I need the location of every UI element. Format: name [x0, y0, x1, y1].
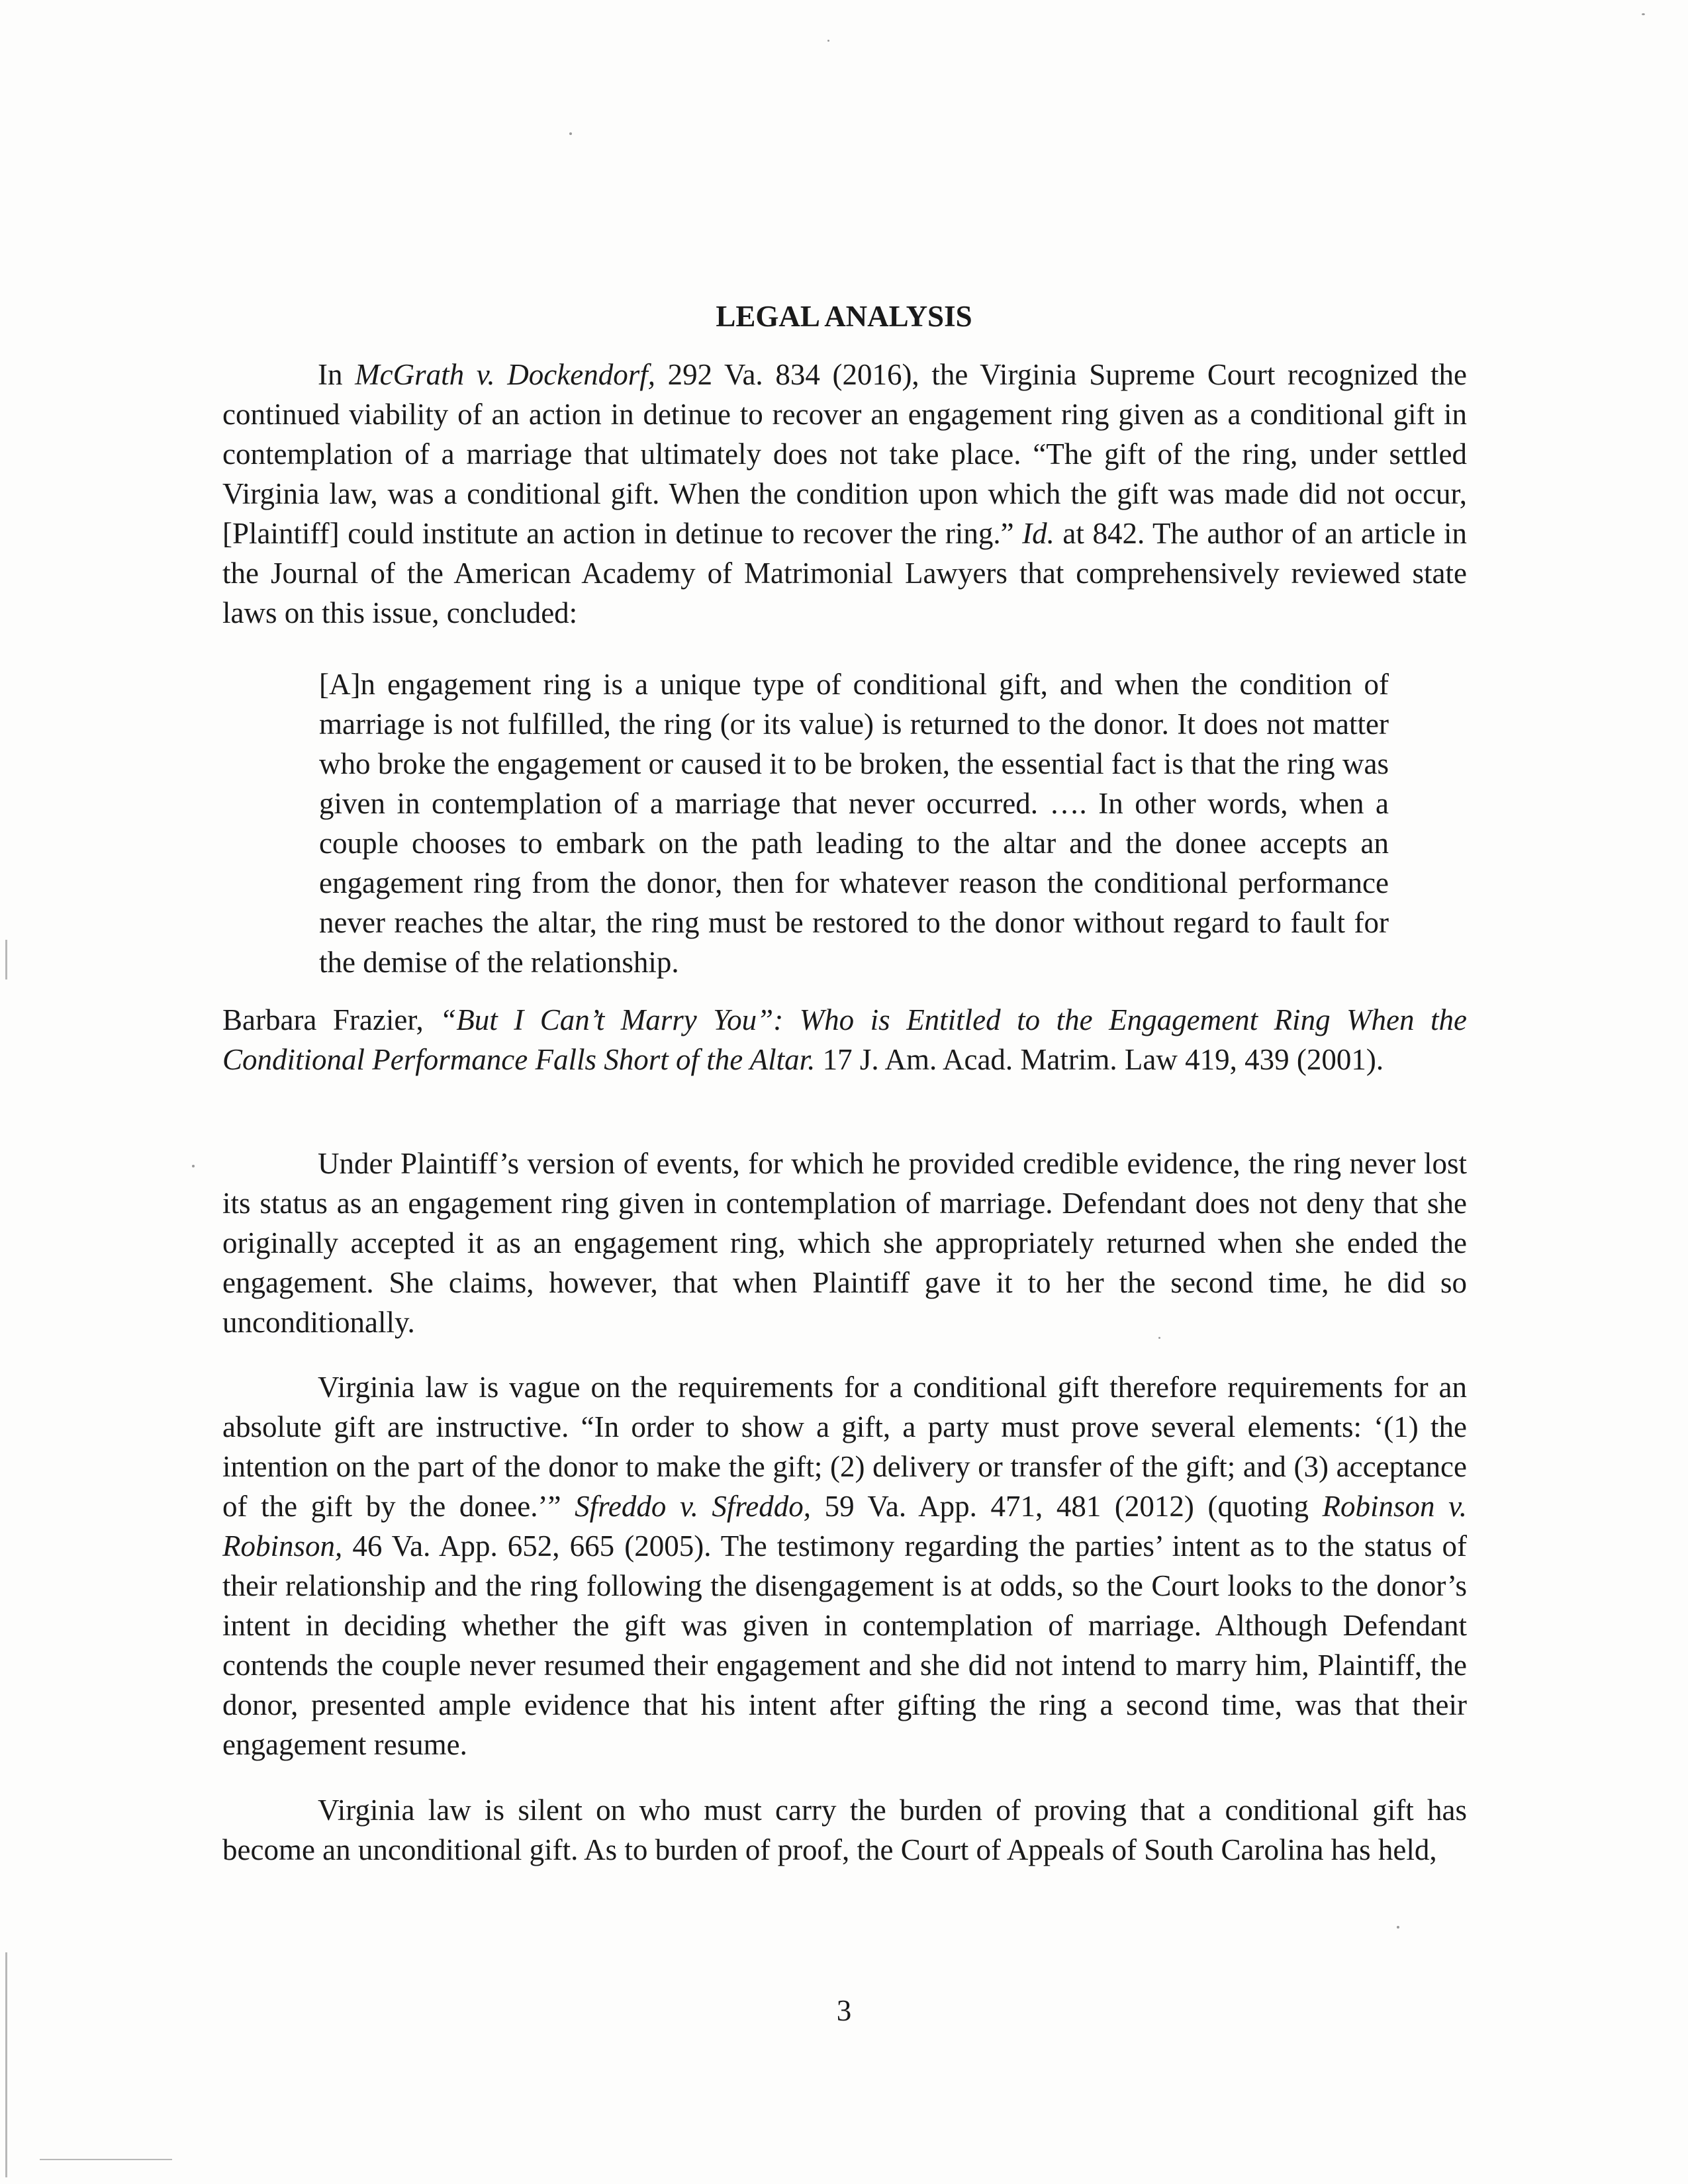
citation-title: “But I Can’t Marry You”: Who is Entitled to the Engagement Ring When the Conditional Performance Falls Short of the Altar. — [222, 1003, 1467, 1076]
section-heading: LEGAL ANALYSIS — [716, 300, 972, 333]
para1-end: at 842. The author of an article in the Journal of the American Academy of Matrimonial Lawyers that comprehensively reviewed state laws on this issue, concluded: — [222, 517, 1467, 629]
para3-a: Virginia law is vague on the requirements for a conditional gift therefore requirements for an absolute gift are instructive. “In order to show a gift, a party must prove several elements: ‘(1) the intention on the part of the donor to make the gift; (2) delivery or transfer of the gift; and (3) acceptance of the gift by the donee.’” — [222, 1371, 1467, 1523]
paragraph-3 — [222, 1367, 1467, 1764]
paragraph-4 — [222, 1790, 1467, 1870]
block-quote: [A]n engagement ring is a unique type of conditional gift, and when the condition of marriage is not fulfilled, the ring (or its value) is returned to the donor. It does not matter who broke the engagement or caused it to be broken, the essential fact is that the ring was given in contemplation of a marriage that never occurred. …. In other words, when a couple chooses to embark on the path leading to the altar and the donee accepts an engagement ring from the donor, then for whatever reason the conditional performance never reaches the altar, the ring must be restored to the donor without regard to fault for the demise of the relationship. — [319, 668, 1389, 979]
para3-c: 46 Va. App. 652, 665 (2005). The testimony regarding the parties’ intent as to the status of their relationship and the ring following the disengagement is at odds, so the Court looks to the donor’s intent in deciding whether the gift was given in contemplation of marriage. Although Defendant contends the couple never resumed their engagement and she did not intend to marry him, Plaintiff, the donor, presented ample evidence that his intent after gifting the ring a second time, was that their engagement resume. — [222, 1529, 1467, 1761]
para2-text: Under Plaintiff’s version of events, for which he provided credible evidence, the ring never lost its status as an engagement ring given in contemplation of marriage. Defendant does not deny that she originally accepted it as an engagement ring, which she appropriately returned when she ended the engagement. She claims, however, that when Plaintiff gave it to her the second time, he did so unconditionally. — [222, 1147, 1467, 1339]
scan-edge-mark — [5, 940, 7, 979]
scan-speck — [192, 1165, 195, 1167]
scan-speck — [1397, 1926, 1399, 1929]
para1-intro: In — [318, 358, 355, 391]
citation-author: Barbara Frazier, — [222, 1003, 440, 1036]
paragraph-2 — [222, 1144, 1467, 1342]
case-name-sfreddo: Sfreddo v. Sfreddo, — [575, 1490, 811, 1523]
para3-b: 59 Va. App. 471, 481 (2012) (quoting — [811, 1490, 1323, 1523]
scan-speck — [1158, 1337, 1160, 1339]
id-citation: Id. — [1022, 517, 1055, 550]
case-name-robinson: Robinson v. Robinson, — [222, 1490, 1467, 1563]
scan-speck — [1642, 13, 1645, 15]
scan-bottom-mark — [40, 2159, 172, 2160]
scan-edge-mark — [5, 1952, 7, 2177]
para1-body: 292 Va. 834 (2016), the Virginia Supreme Court recognized the continued viability of an action in detinue to recover an engagement ring given as a conditional gift in contemplation of a marriage that ultimately does not take place. “The gift of the ring, under settled Virginia law, was a conditional gift. When the condition upon which the gift was made did not occur, [Plaintiff] could institute an action in detinue to recover the ring.” — [222, 358, 1467, 550]
scan-speck — [569, 132, 572, 135]
paragraph-1 — [222, 355, 1467, 633]
para4-text: Virginia law is silent on who must carry the burden of proving that a conditional gift has become an unconditional gift. As to burden of proof, the Court of Appeals of South Carolina has held, — [222, 1794, 1467, 1866]
quote-citation — [222, 1000, 1467, 1079]
scan-speck — [827, 40, 829, 42]
case-name-mcgrath: McGrath v. Dockendorf, — [355, 358, 655, 391]
citation-source: 17 J. Am. Acad. Matrim. Law 419, 439 (2001). — [815, 1043, 1384, 1076]
page-number: 3 — [836, 1994, 852, 2027]
